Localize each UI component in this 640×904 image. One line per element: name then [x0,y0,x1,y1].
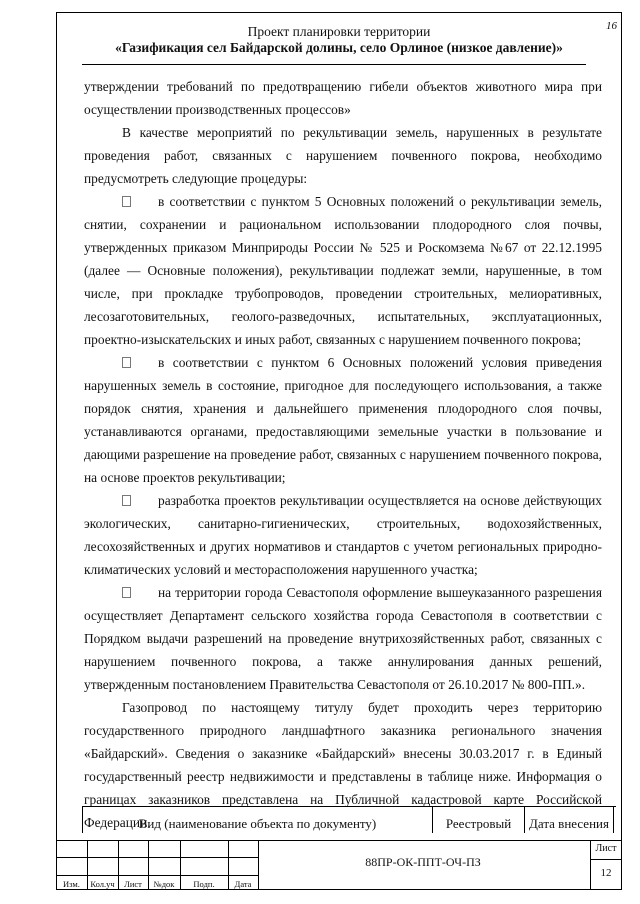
paragraph-text: В качестве мероприятий по рекультивации земель, нарушенных в результате проведения работ, связанных с нарушением почвенного покрова, необходимо предусмотреть следующие процедуры: [84,125,602,186]
stamp-label-change: Изм. [63,879,80,889]
paragraph-text: в соответствии с пунктом 5 Основных положений о рекультивации земель, снятии, сохранении и рациональном использовании плодородного слоя почвы, утвержденных приказом Минприроды России № 525 и Роскомзема №67 от 22.12.1995 (далее — Основные положения), рекультивации подлежат земли, нарушенные, в том числе, при прокладке трубопроводов, проведении строительных, мелиоративных, лесозаготовительных, геолого-разведочных, испытательных, эксплуатационных, проектно-изыскательских и иных работ, связанных с нарушением почвенного покрова; [84,194,602,347]
sheet-number: 12 [600,867,612,879]
table-header-date: Дата внесения [524,807,614,833]
table-header-registry: Реестровый [432,807,524,833]
paragraph [84,121,602,190]
stamp-label-sheet: Лист [124,879,142,889]
sheet-label: Лист [595,843,617,854]
paragraph-text: в соответствии с пунктом 6 Основных положений условия приведения нарушенных земель в состояние, пригодное для последующего использования, а также порядок снятия, хранения и дальнейшего применения плодородного слоя почвы, устанавливаются органами, предоставляющими земельные участки в пользование и дающими разрешение на проведение работ, связанных с нарушением почвенного покрова, на основе проектов рекультивации; [84,355,602,485]
body-text [84,75,602,834]
stamp-label-date: Дата [234,879,252,889]
paragraph-text: на территории города Севастополя оформление вышеуказанного разрешения осуществляет Департамент сельского хозяйства города Севастополя в соответствии с Порядком выдачи разрешений на проведение внутрихозяйственных работ, связанных с нарушением почвенного покрова, а также аннулирования данных решений, утвержденным постановлением Правительства Севастополя от 26.10.2017 № 800-ПП.». [84,585,602,692]
title-block-stamp [56,840,622,890]
document-code: 88ПР-ОК-ППТ-ОЧ-ПЗ [365,855,481,869]
bullet-box-icon [122,196,131,207]
header-line-2: «Газификация сел Байдарской долины, село Орлиное (низкое давление)» [115,40,563,55]
header-rule [82,64,586,65]
stamp-label-count: Кол.уч [90,879,115,889]
stamp-sheet-line [590,859,622,860]
bullet-box-icon [122,587,131,598]
paragraph-text: разработка проектов рекультивации осуществляется на основе действующих экологических, санитарно-гигиенических, строительных, водохозяйственных, лесохозяйственных и других нормативов и стандартов с учетом региональных природно-климатических условий и месторасположения нарушенного участка; [84,493,602,577]
stamp-label-signature: Подп. [193,879,215,889]
paragraph [84,75,602,121]
bullet-paragraph [84,489,602,581]
bullet-box-icon [122,495,131,506]
bullet-paragraph [84,190,602,351]
bullet-box-icon [122,357,131,368]
bullet-paragraph [84,351,602,489]
paragraph-text: утверждении требований по предотвращению гибели объектов животного мира при осуществлении производственных процессов» [84,79,602,117]
document-header [64,24,614,56]
table-header-object-type: Вид (наименование объекта по документу) [82,807,432,833]
header-line-1: Проект планировки территории [247,24,431,39]
corner-page-number: 16 [606,20,617,32]
stamp-label-docnum: №док [153,879,175,889]
registry-table-header [82,806,616,832]
paragraph-text: Газопровод по настоящему титулу будет проходить через территорию государственного природного ландшафтного заказника регионального значения «Байдарский». Сведения о заказнике «Байдарский» внесены 30.03.2017 г. в Единый государственный реестр недвижимости и представлены в таблице ниже. Информация о границах заказников представлена на Публичной кадастровой карте Российской Федерации. [84,700,602,830]
bullet-paragraph [84,581,602,696]
